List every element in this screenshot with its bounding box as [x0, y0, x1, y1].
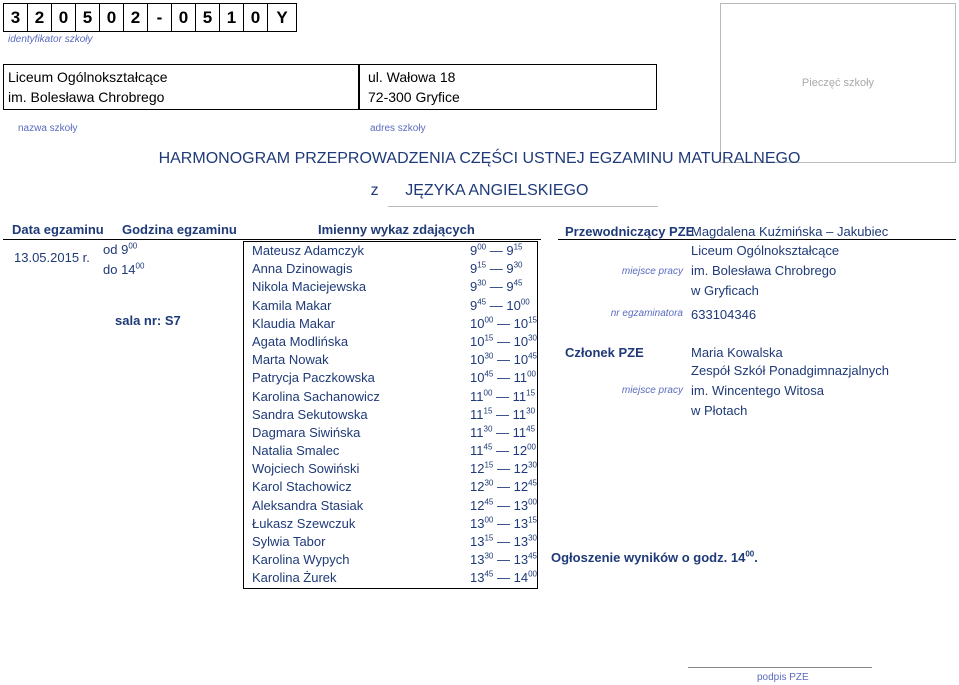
- header-candidates: Imienny wykaz zdających: [318, 222, 475, 237]
- chair-workplace-label: miejsce pracy: [621, 266, 683, 277]
- school-id-boxes: [3, 3, 297, 32]
- exam-end: do $14^{00}$: [103, 261, 145, 277]
- candidate-row: [244, 569, 537, 587]
- school-name-line: im. Bolesława Chrobrego: [8, 89, 165, 105]
- exam-hours: [103, 240, 144, 280]
- candidate-row: [244, 260, 537, 278]
- exam-date: 13.05.2015 r.: [14, 250, 90, 265]
- member-workplace-line: w Płotach: [691, 403, 748, 418]
- candidate-list: [243, 241, 538, 589]
- candidate-row: [244, 460, 537, 478]
- signature-line: [688, 667, 872, 668]
- candidate-time-slot: $13^{45}$ — $14^{00}$: [470, 570, 537, 586]
- candidate-time-slot: $10^{30}$ — $10^{45}$: [470, 351, 537, 368]
- candidate-time-slot: $9^{15}$ — $9^{30}$: [470, 260, 523, 277]
- candidate-name: Patrycja Paczkowska: [252, 370, 375, 386]
- candidate-time-slot: $13^{30}$ — $13^{45}$: [470, 551, 537, 568]
- candidate-time-slot: $10^{00}$ — $10^{15}$: [470, 315, 537, 331]
- candidate-time-slot: $11^{15}$ — $11^{30}$: [470, 406, 536, 422]
- candidate-time-slot: $10^{45}$ — $11^{00}$: [470, 369, 537, 386]
- candidate-row: [244, 478, 537, 496]
- candidate-time-slot: $12^{15}$ — $12^{30}$: [470, 460, 537, 477]
- exam-start: od $9^{00}$: [103, 241, 138, 257]
- results-announcement: Ogłoszenie wyników o godz. $14^{00}$.: [551, 549, 758, 565]
- signature-caption: podpis PZE: [757, 672, 809, 683]
- member-workplace-label: miejsce pracy: [621, 385, 683, 396]
- document-title: HARMONOGRAM PRZEPROWADZENIA CZĘŚCI USTNEJ EGZAMINU MATURALNEGO: [158, 150, 801, 167]
- candidate-time-slot: $11^{45}$ — $12^{00}$: [470, 442, 537, 459]
- school-address-box: [359, 64, 657, 110]
- candidate-name: Karol Stachowicz: [252, 479, 352, 495]
- member-workplace-line: Zespół Szkół Ponadgimnazjalnych: [691, 363, 889, 378]
- chair-workplace-line: im. Bolesława Chrobrego: [691, 263, 837, 278]
- candidate-name: Karolina Żurek: [252, 570, 337, 586]
- candidate-row: [244, 551, 537, 569]
- school-id-char: -: [148, 4, 172, 31]
- candidate-row: [244, 497, 537, 515]
- candidate-row: [244, 278, 537, 296]
- candidate-name: Dagmara Siwińska: [252, 424, 361, 440]
- candidate-row: [244, 442, 537, 460]
- candidate-name: Natalia Smalec: [252, 443, 340, 459]
- school-stamp-box: [720, 3, 956, 163]
- candidate-time-slot: $13^{15}$ — $13^{30}$: [470, 533, 537, 549]
- candidate-time-slot: $9^{45}$ — $10^{00}$: [470, 297, 530, 313]
- candidate-name: Sandra Sekutowska: [252, 406, 368, 422]
- candidate-row: [244, 515, 537, 533]
- candidate-name: Klaudia Makar: [252, 315, 336, 331]
- candidate-time-slot: $12^{30}$ — $12^{45}$: [470, 479, 537, 495]
- address-caption: adres szkoły: [370, 123, 426, 134]
- chair-workplace-line: w Gryficach: [691, 283, 759, 298]
- committee-divider: [558, 239, 956, 240]
- candidate-row: [244, 351, 537, 369]
- candidate-time-slot: $10^{15}$ — $10^{30}$: [470, 333, 537, 349]
- chair-name: Magdalena Kuźmińska – Jakubiec: [691, 224, 889, 239]
- candidate-name: Karolina Wypych: [252, 552, 350, 568]
- candidate-name: Agata Modlińska: [252, 333, 349, 349]
- candidate-name: Wojciech Sowiński: [252, 461, 360, 477]
- address-line: ul. Wałowa 18: [368, 69, 456, 85]
- subtitle-underline: [388, 206, 658, 207]
- school-name-line: Liceum Ogólnokształcące: [8, 69, 168, 85]
- header-divider: [3, 239, 541, 240]
- school-id-char: Y: [276, 7, 288, 27]
- candidate-row: [244, 533, 537, 551]
- stamp-label: Pieczęć szkoły: [801, 77, 875, 89]
- school-id-char: 2: [124, 4, 148, 31]
- candidate-name: Aleksandra Stasiak: [252, 497, 364, 513]
- candidate-time-slot: $11^{30}$ — $11^{45}$: [470, 424, 536, 440]
- school-id-char: 2: [28, 4, 52, 31]
- candidate-name: Nikola Maciejewska: [252, 279, 367, 295]
- exam-room: sala nr: S7: [115, 313, 181, 328]
- candidate-name: Marta Nowak: [252, 352, 329, 368]
- candidate-name: Anna Dzinowagis: [252, 261, 353, 277]
- candidate-row: [244, 388, 537, 406]
- candidate-time-slot: $11^{00}$ — $11^{15}$: [470, 388, 536, 404]
- school-id-char: 5: [196, 4, 220, 31]
- school-id-char: 3: [4, 4, 28, 31]
- member-label: Członek PZE: [565, 345, 644, 360]
- chair-workplace-line: Liceum Ogólnokształcące: [691, 243, 840, 258]
- school-id-char: 0: [172, 4, 196, 31]
- candidate-row: [244, 333, 537, 351]
- school-name-box: [3, 64, 359, 110]
- candidate-row: [244, 242, 537, 260]
- school-id-caption: identyfikator szkoły: [8, 34, 93, 45]
- school-id-char: 0: [100, 4, 124, 31]
- candidate-name: Mateusz Adamczyk: [252, 243, 364, 258]
- header-date: Data egzaminu: [12, 222, 104, 237]
- candidate-name: Sylwia Tabor: [252, 534, 326, 549]
- document-subtitle: z JĘZYKA ANGIELSKIEGO: [370, 182, 589, 199]
- candidate-time-slot: $12^{45}$ — $13^{00}$: [470, 497, 537, 513]
- candidate-row: [244, 369, 537, 387]
- member-name: Maria Kowalska: [691, 345, 783, 360]
- address-line: 72-300 Gryfice: [368, 89, 460, 105]
- examiner-number-label: nr egzaminatora: [610, 308, 683, 319]
- member-workplace-line: im. Wincentego Witosa: [691, 383, 824, 398]
- candidate-row: [244, 297, 537, 315]
- chair-label: Przewodniczący PZE: [565, 224, 695, 239]
- candidate-name: Karolina Sachanowicz: [252, 388, 380, 404]
- candidate-row: [244, 315, 537, 333]
- candidate-name: Łukasz Szewczuk: [252, 515, 356, 531]
- candidate-row: [244, 424, 537, 442]
- examiner-number: 633104346: [691, 307, 757, 322]
- candidate-time-slot: $13^{00}$ — $13^{15}$: [470, 515, 537, 531]
- school-id-char: 0: [52, 4, 76, 31]
- candidate-row: [244, 406, 537, 424]
- school-name-caption: nazwa szkoły: [18, 123, 78, 134]
- school-id-char: 1: [220, 4, 244, 31]
- candidate-name: Kamila Makar: [252, 297, 332, 313]
- school-id-char: 5: [76, 4, 100, 31]
- candidate-time-slot: $9^{30}$ — $9^{45}$: [470, 279, 523, 295]
- school-id-char: 0: [244, 4, 268, 31]
- header-time: Godzina egzaminu: [122, 222, 237, 237]
- candidate-time-slot: $9^{00}$ — $9^{15}$: [470, 242, 523, 258]
